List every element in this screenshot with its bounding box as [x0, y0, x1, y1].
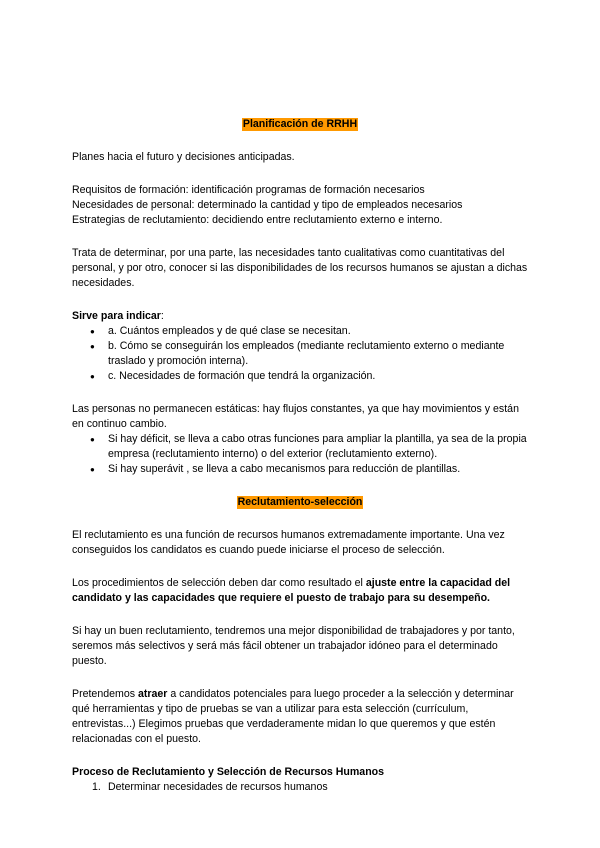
- personas-paragraph: Las personas no permanecen estáticas: hay flujos constantes, ya que hay movimientos y están en continuo cambio.: [72, 403, 519, 430]
- requirement-line: Estrategias de reclutamiento: decidiendo entre reclutamiento externo e interno.: [72, 214, 443, 226]
- atraer-paragraph: [72, 687, 528, 747]
- heading-text: Reclutamiento-selección: [237, 496, 363, 508]
- section-heading-planificacion: [72, 117, 528, 132]
- reclutamiento-paragraph: El reclutamiento es una función de recursos humanos extremadamente importante. Una vez conseguidos los candidatos es cuando puede iniciarse el proceso de selección.: [72, 529, 505, 556]
- requirement-line: Necesidades de personal: determinado la cantidad y tipo de empleados necesarios: [72, 199, 463, 211]
- process-subtitle-text: Proceso de Reclutamiento y Selección de Recursos Humanos: [72, 766, 385, 778]
- sirve-list: [72, 324, 528, 384]
- step-number: 1.: [92, 781, 101, 793]
- sirve-colon: :: [160, 310, 164, 322]
- sirve-heading: [72, 309, 528, 324]
- section-heading-reclutamiento: [72, 495, 528, 510]
- atraer-post: a candidatos potenciales para luego proceder a la selección y determinar qué herramientas y tipo de pruebas se van a utilizar para esta selección (currículum, entrevistas...) Elegimos pruebas que verdaderamente midan lo que queremos y que estén relacionadas con el puesto.: [72, 688, 514, 745]
- seleccion-bold: ajuste entre la capacidad del candidato y las capacidades que requiere el puesto de trabajo para su desempeño.: [72, 577, 511, 604]
- step-text: Determinar necesidades de recursos humanos: [108, 781, 328, 793]
- process-subtitle: [72, 765, 528, 780]
- list-item: [72, 780, 528, 795]
- intro-paragraph: Planes hacia el futuro y decisiones anticipadas.: [72, 151, 295, 163]
- list-item: ● a. Cuántos empleados y de qué clase se necesitan.: [72, 324, 528, 339]
- requirements-block: [72, 183, 528, 228]
- atraer-bold: atraer: [137, 688, 168, 700]
- sirve-label: Sirve para indicar: [72, 310, 161, 322]
- document-body: [72, 117, 528, 795]
- heading-text: Planificación de RRHH: [242, 118, 358, 130]
- process-steps: [72, 780, 528, 795]
- buen-reclutamiento-paragraph: Si hay un buen reclutamiento, tendremos una mejor disponibilidad de trabajadores y por tanto, seremos más selectivos y será más fácil obtener un trabajador idóneo para el determinado puesto.: [72, 625, 515, 667]
- list-item: ● b. Cómo se conseguirán los empleados (mediante reclutamiento externo o mediante traslado y promoción interna).: [72, 339, 528, 369]
- list-item: ● Si hay déficit, se lleva a cabo otras funciones para ampliar la plantilla, ya sea de la propia empresa (reclutamiento interno) o del exterior (reclutamiento externo).: [72, 432, 528, 462]
- flujos-list: [72, 432, 528, 477]
- seleccion-text: Los procedimientos de selección deben dar como resultado el: [72, 577, 366, 589]
- list-item: ● Si hay superávit , se lleva a cabo mecanismos para reducción de plantillas.: [72, 462, 528, 477]
- list-item: ● c. Necesidades de formación que tendrá la organización.: [72, 369, 528, 384]
- seleccion-paragraph: [72, 576, 528, 606]
- requirement-line: Requisitos de formación: identificación programas de formación necesarios: [72, 184, 425, 196]
- trata-paragraph: Trata de determinar, por una parte, las necesidades tanto cualitativas como cuantitativas del personal, y por otro, conocer si las disponibilidades de los recursos humanos se ajustan a dichas necesidades.: [72, 247, 528, 289]
- atraer-pre: Pretendemos: [72, 688, 138, 700]
